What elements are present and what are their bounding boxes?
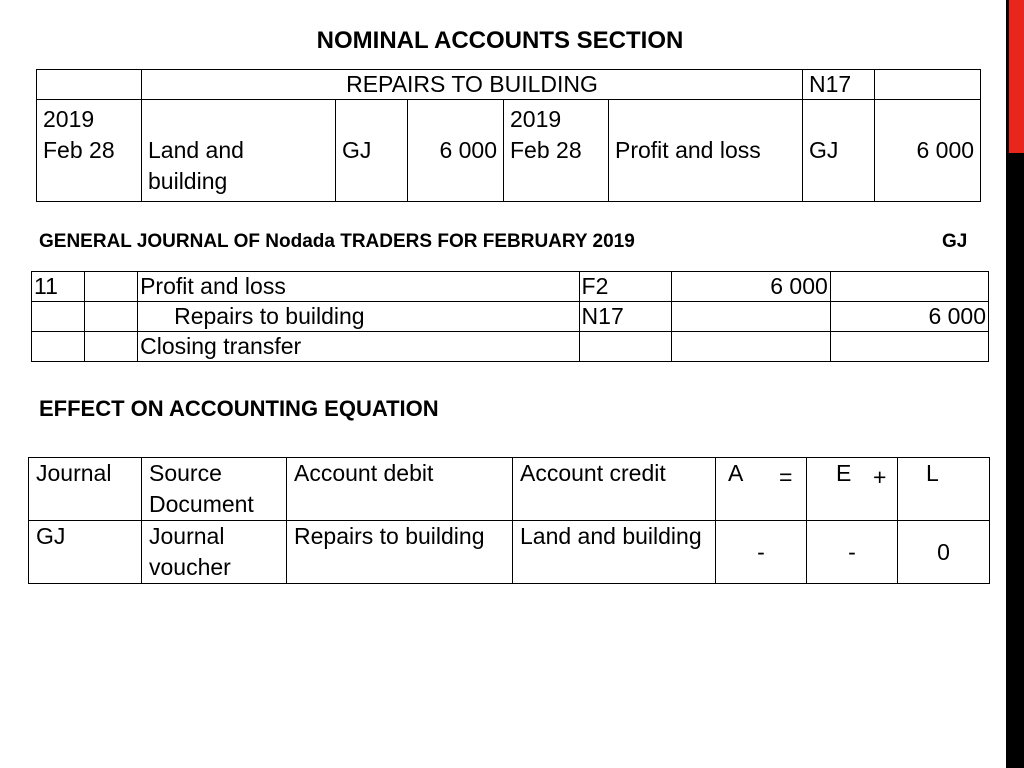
ledger-credit-year: 2019	[510, 106, 562, 132]
ledger-credit-day: Feb 28	[510, 137, 582, 163]
general-journal-code: GJ	[942, 231, 968, 252]
table-row	[32, 302, 989, 332]
journal-blank	[85, 302, 138, 332]
effect-header-e: E	[836, 460, 852, 486]
journal-credit: 6 000	[830, 302, 988, 332]
effect-header-a: A	[728, 460, 744, 486]
ledger-account-name: REPAIRS TO BUILDING	[142, 70, 803, 100]
effect-header-journal: Journal	[29, 458, 142, 521]
ledger-debit-amount: 6 000	[408, 100, 504, 202]
effect-header-debit: Account debit	[287, 458, 513, 521]
ledger-debit-details: Land and building	[142, 100, 336, 202]
effect-header-credit: Account credit	[513, 458, 716, 521]
journal-details: Profit and loss	[138, 272, 579, 302]
table-row	[32, 272, 989, 302]
effect-journal: GJ	[29, 521, 142, 584]
effect-header-source: Source Document	[142, 458, 287, 521]
journal-folio: F2	[579, 272, 671, 302]
ledger-credit-folio: GJ	[803, 100, 875, 202]
journal-debit: 6 000	[671, 272, 830, 302]
journal-blank	[85, 332, 138, 362]
journal-details: Repairs to building	[138, 302, 579, 332]
ledger-repairs-to-building	[36, 69, 981, 202]
effect-header-liabilities	[898, 458, 990, 521]
journal-folio: N17	[579, 302, 671, 332]
journal-day	[32, 332, 85, 362]
journal-details: Closing transfer	[138, 332, 579, 362]
ledger-credit-details: Profit and loss	[609, 100, 803, 202]
ledger-credit-date	[504, 100, 609, 202]
accounting-equation-table	[28, 457, 990, 584]
ledger-debit-date	[37, 100, 142, 202]
journal-blank	[85, 272, 138, 302]
effect-credit: Land and building	[513, 521, 716, 584]
ledger-credit-amount: 6 000	[875, 100, 981, 202]
journal-debit	[671, 302, 830, 332]
effect-assets: -	[716, 521, 807, 584]
slide-accent-bar	[1009, 0, 1024, 153]
ledger-header-blank-left	[37, 70, 142, 100]
effect-liabilities: 0	[898, 521, 990, 584]
effect-header-plus: +	[873, 464, 887, 490]
journal-credit	[830, 272, 988, 302]
table-row	[32, 332, 989, 362]
ledger-debit-folio: GJ	[336, 100, 408, 202]
effect-heading: EFFECT ON ACCOUNTING EQUATION	[39, 396, 439, 421]
journal-day: 11	[32, 272, 85, 302]
ledger-folio: N17	[803, 70, 875, 100]
effect-debit: Repairs to building	[287, 521, 513, 584]
journal-day	[32, 302, 85, 332]
ledger-debit-year: 2019	[43, 106, 95, 132]
effect-header-equity	[807, 458, 898, 521]
table-row	[29, 521, 990, 584]
nominal-accounts-heading: NOMINAL ACCOUNTS SECTION	[316, 27, 684, 54]
effect-header-l: L	[926, 460, 939, 486]
journal-debit	[671, 332, 830, 362]
journal-folio	[579, 332, 671, 362]
journal-credit	[830, 332, 988, 362]
effect-header-equals: =	[779, 464, 793, 490]
ledger-debit-day: Feb 28	[43, 137, 115, 163]
effect-source: Journal voucher	[142, 521, 287, 584]
general-journal-heading: GENERAL JOURNAL OF Nodada TRADERS FOR FEBRUARY 2019	[39, 231, 635, 252]
effect-header-assets	[716, 458, 807, 521]
ledger-header-blank-right	[875, 70, 981, 100]
effect-equity: -	[807, 521, 898, 584]
general-journal-table	[31, 271, 989, 362]
